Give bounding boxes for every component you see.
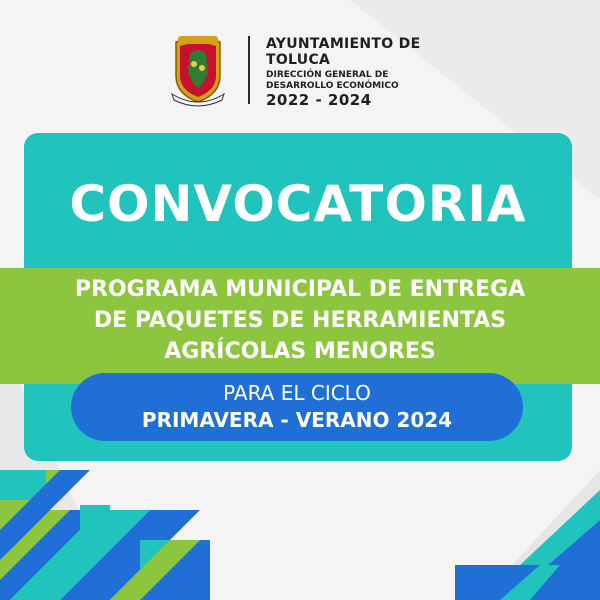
- header: [0, 28, 600, 112]
- cycle-line-2: PRIMAVERA - VERANO 2024: [141, 408, 453, 432]
- header-text: [266, 36, 420, 109]
- page-title: CONVOCATORIA: [69, 175, 527, 233]
- header-line-4: DESARROLLO ECONÓMICO: [266, 81, 399, 91]
- header-years: 2022 - 2024: [266, 91, 372, 109]
- header-divider: [248, 36, 250, 104]
- bottom-left-stripes: [0, 470, 210, 600]
- header-line-2: TOLUCA: [266, 52, 331, 68]
- program-line-1: PROGRAMA MUNICIPAL DE ENTREGA: [74, 277, 526, 302]
- cycle-pill: [71, 373, 523, 441]
- cycle-line-1: PARA EL CICLO: [223, 381, 371, 405]
- header-line-3: DIRECCIÓN GENERAL DE: [266, 70, 389, 80]
- header-line-1: AYUNTAMIENTO DE: [266, 36, 421, 52]
- program-line-3: AGRÍCOLAS MENORES: [164, 339, 436, 364]
- toluca-coat-of-arms-icon: [170, 32, 226, 108]
- program-line-2: DE PAQUETES DE HERRAMIENTAS: [93, 308, 507, 333]
- program-title: [0, 274, 600, 367]
